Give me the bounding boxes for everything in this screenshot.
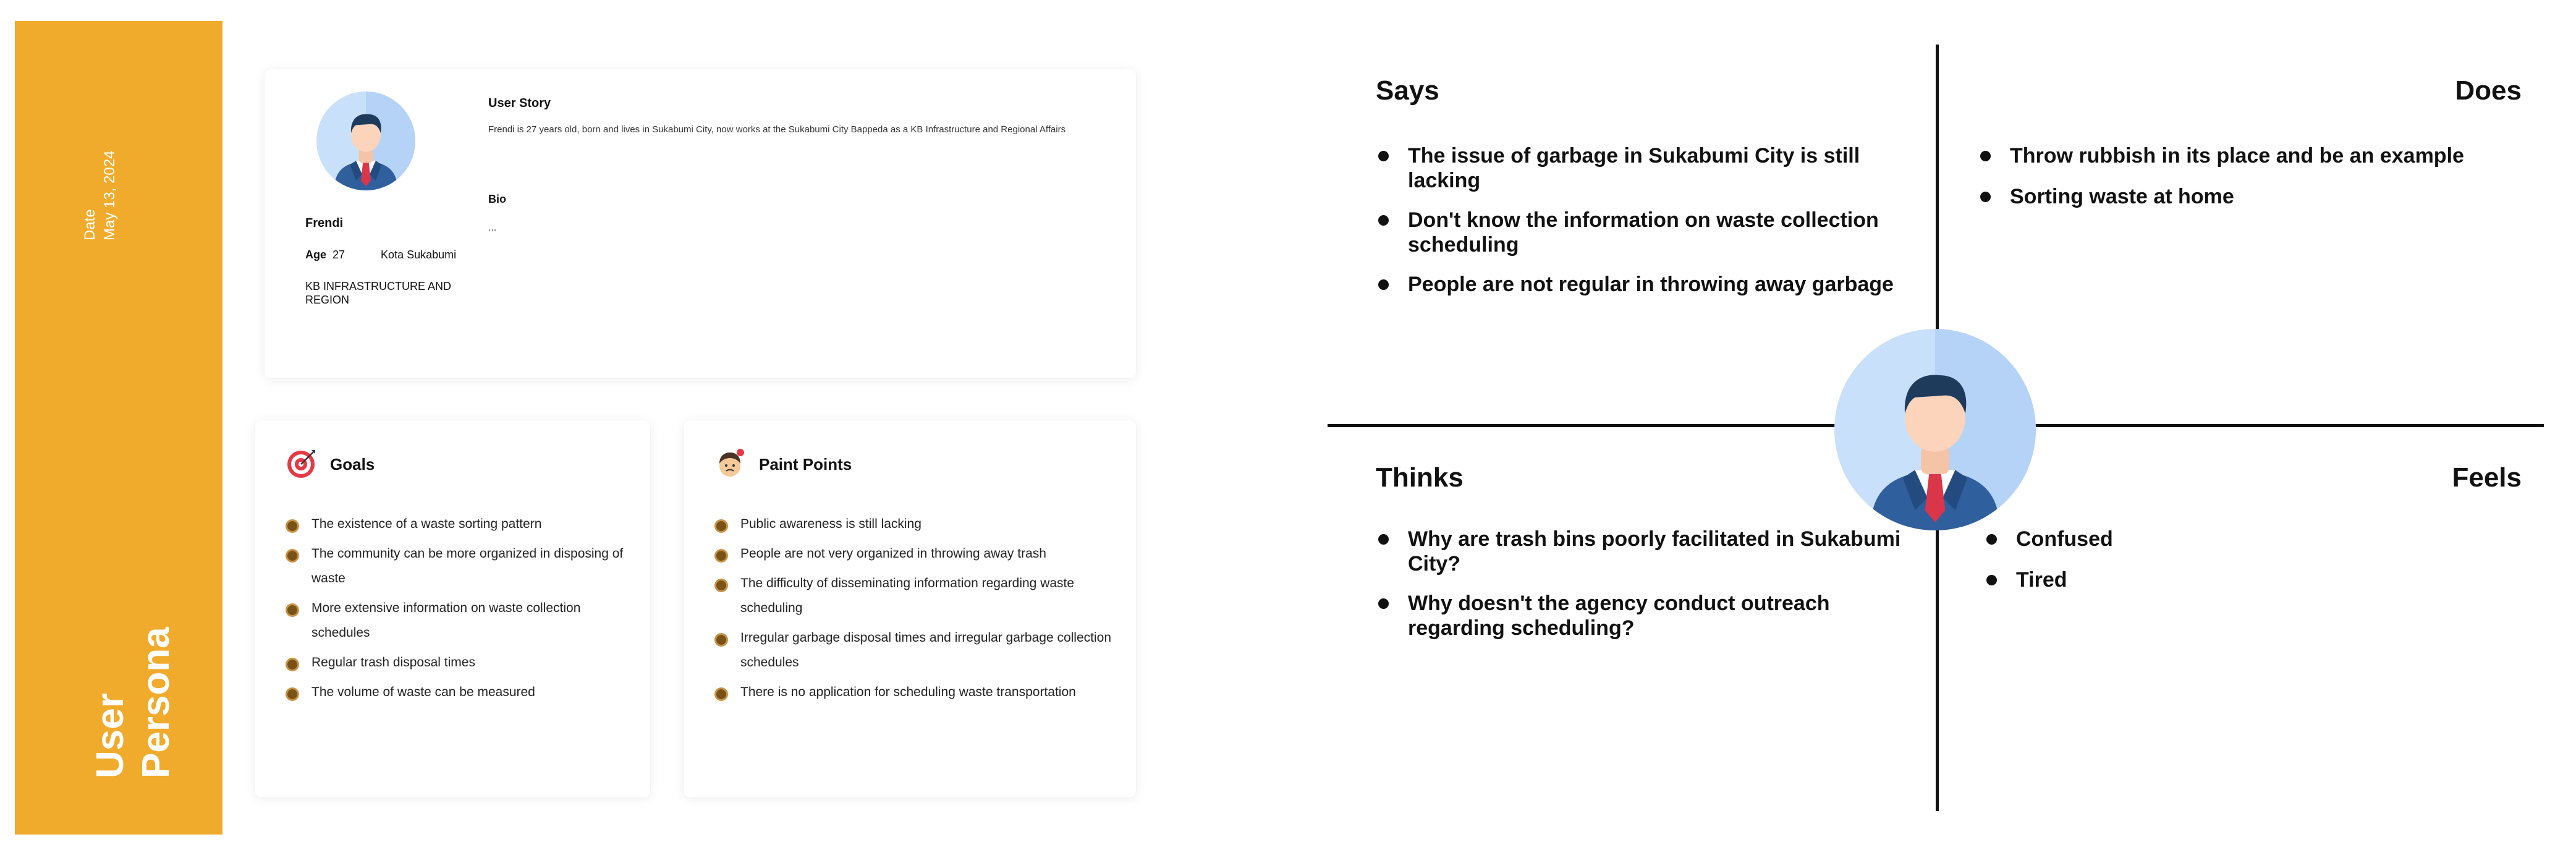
page-title [88, 574, 179, 778]
goals-card [255, 420, 650, 797]
profile-card [265, 69, 1136, 378]
does-title: Does [2455, 75, 2522, 106]
thinks-title: Thinks [1376, 462, 1464, 493]
list-item: The difficulty of disseminating information regarding waste scheduling [713, 571, 1115, 621]
persona-name: Frendi [305, 216, 344, 230]
says-list [1376, 143, 1913, 312]
list-item: The volume of waste can be measured [284, 680, 630, 705]
stressed-face-icon [713, 448, 747, 481]
page-title-line2: Persona [135, 627, 177, 778]
age-value: 27 [333, 249, 345, 261]
thinks-list [1376, 527, 1932, 655]
bio-text: ... [488, 223, 497, 233]
list-item: The issue of garbage in Sukabumi City is still lacking [1376, 143, 1913, 193]
feels-title: Feels [2452, 462, 2522, 493]
date-value: May 13, 2024 [101, 150, 118, 240]
businessman-avatar-icon [316, 91, 415, 190]
persona-age-row [305, 249, 456, 261]
list-item: The existence of a waste sorting pattern [284, 512, 630, 537]
list-item: Tired [1984, 567, 2355, 592]
goals-list [284, 512, 630, 710]
list-item: Irregular garbage disposal times and irregular garbage collection schedules [713, 626, 1115, 675]
pain-points-card [684, 420, 1136, 797]
list-item: Public awareness is still lacking [713, 512, 1115, 537]
pain-points-header [713, 448, 852, 481]
feels-list [1984, 527, 2355, 608]
date-label: Date [82, 209, 98, 240]
pain-points-title: Paint Points [759, 454, 852, 474]
list-item: People are not regular in throwing away garbage [1376, 272, 1913, 297]
list-item: Why are trash bins poorly facilitated in Sukabumi City? [1376, 527, 1932, 576]
list-item: Throw rubbish in its place and be an example [1978, 143, 2534, 168]
businessman-avatar-icon [1834, 329, 2036, 530]
goals-title: Goals [330, 454, 375, 474]
list-item: Don't know the information on waste collection scheduling [1376, 208, 1913, 257]
persona-organization: KB INFRASTRUCTURE AND REGION [305, 280, 452, 306]
list-item: The community can be more organized in disposing of waste [284, 542, 630, 591]
page-title-line1: User [89, 693, 132, 778]
list-item: Regular trash disposal times [284, 650, 630, 675]
list-item: Why doesn't the agency conduct outreach regarding scheduling? [1376, 591, 1932, 640]
user-story-heading: User Story [488, 96, 551, 110]
list-item: There is no application for scheduling waste transportation [713, 680, 1115, 705]
user-story-text: Frendi is 27 years old, born and lives in Sukabumi City, now works at the Sukabumi City Bappeda as a KB Infrastructure and Regional Affairs [488, 124, 1066, 135]
list-item: People are not very organized in throwing away trash [713, 542, 1115, 566]
sidebar-band [15, 21, 222, 835]
bio-heading: Bio [488, 193, 506, 205]
pain-points-list [713, 512, 1115, 710]
target-icon [284, 448, 318, 481]
persona-city: Kota Sukabumi [381, 249, 457, 261]
goals-header [284, 448, 375, 481]
says-title: Says [1376, 75, 1439, 106]
list-item: More extensive information on waste collection schedules [284, 596, 630, 645]
date-block [80, 117, 136, 240]
list-item: Confused [1984, 527, 2355, 551]
list-item: Sorting waste at home [1978, 184, 2534, 209]
does-list [1978, 143, 2534, 225]
age-label: Age [305, 249, 327, 261]
